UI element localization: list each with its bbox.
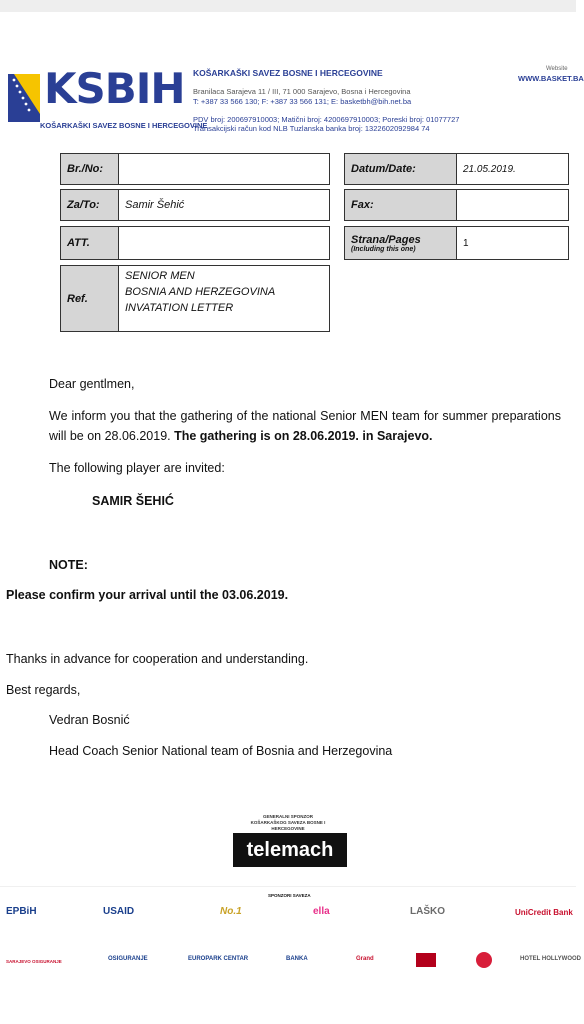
ref-line: INVATATION LETTER [125,302,234,314]
fax-box [344,189,569,221]
ref-line: SENIOR MEN [125,270,195,282]
org-name: KOŠARKAŠKI SAVEZ BOSNE I HERCEGOVINE [193,68,383,78]
sponsor-sarajevo-osiguranje: SARAJEVO OSIGURANJE [6,959,62,964]
datum-value: 21.05.2019. [463,163,516,175]
datum-label: Datum/Date: [345,154,457,184]
br-no-label: Br./No: [61,154,119,184]
bank-line: Transakcijski račun kod NLB Tuzlanska banka broj: 1322602092984 74 [193,124,430,133]
sponsor-europark: EUROPARK CENTAR [188,956,249,962]
tax-line: PDV broj: 200697910003; Matični broj: 4200697910003; Poreski broj: 01077727 [193,115,460,124]
ref-line: BOSNIA AND HERZEGOVINA [125,286,276,298]
general-sponsor-label: GENERALNI SPONZOR KOŠARKAŠKOG SAVEZA BOSNE I HERCEGOVINE [250,814,326,831]
att-value [119,227,329,259]
ref-label: Ref. [61,266,119,331]
sponsor-unicredit: UniCredit Bank [515,908,573,917]
regards-text: Best regards, [6,683,81,697]
sponsor-logo-red-block [416,953,436,967]
sponsor-hotel-hollywood: HOTEL HOLLYWOOD [520,956,582,962]
strana-label [345,227,457,259]
top-strip [0,0,576,12]
sponsor-grand: Grand [356,956,374,962]
br-no-box [60,153,330,185]
fax-value [457,190,568,220]
sponsor-lasko: LAŠKO [410,906,445,917]
ref-value [119,266,329,331]
sponsor-ella: ella [313,906,330,917]
strana-box [344,226,569,260]
sponsor-no1: No.1 [220,906,242,917]
att-label: ATT. [61,227,119,259]
strana-value: 1 [463,237,469,249]
paragraph-1-bold: The gathering is on 28.06.2019. in Sarajevo. [174,429,433,443]
sponsor-epbih: EPBiH [6,906,37,917]
greeting: Dear gentlmen, [49,377,135,391]
sponsors-label: SPONZORI SAVEZA [268,893,311,898]
logo-text: KSBIH [44,64,185,113]
za-to-label: Za/To: [61,190,119,220]
za-to-value: Samir Šehić [125,199,185,211]
thanks-text: Thanks in advance for cooperation and understanding. [6,652,309,666]
logo-subtitle: KOŠARKAŠKI SAVEZ BOSNE I HERCEGOVINE [40,121,208,130]
contact-line: T: +387 33 566 130; F: +387 33 566 131; E: basketbh@bih.net.ba [193,97,412,106]
sponsor-logo-emblem [476,952,492,968]
ref-box [60,265,330,332]
player-name: SAMIR ŠEHIĆ [92,494,174,508]
strana-subtitle: (Including this one) [351,245,416,253]
za-to-box [60,189,330,221]
datum-box [344,153,569,185]
footer-divider [0,886,576,887]
telemach-logo: telemach [233,833,347,867]
paragraph-1-text: We inform you that the gathering of the national Senior MEN team for summer preparations will be on 28.06.2019. [49,409,561,443]
strana-title: Strana/Pages [351,233,421,246]
address-line: Branilaca Sarajeva 11 / III, 71 000 Sarajevo, Bosna i Hercegovina [193,87,411,96]
att-box [60,226,330,260]
signer-name: Vedran Bosnić [49,713,130,727]
sponsor-usaid: USAID [103,906,135,917]
fax-label: Fax: [345,190,457,220]
sponsor-banka: BANKA [286,956,308,962]
website-label: Website [546,66,568,72]
paragraph-1 [49,406,561,446]
note-label: NOTE: [49,558,88,572]
br-no-value [119,154,329,184]
invited-intro: The following player are invited: [49,461,225,475]
website-link[interactable]: WWW.BASKET.BA [518,74,584,83]
signer-title: Head Coach Senior National team of Bosnia and Herzegovina [49,744,393,758]
confirm-text: Please confirm your arrival until the 03.06.2019. [6,588,289,602]
sponsor-osiguranje: OSIGURANJE [108,956,148,962]
